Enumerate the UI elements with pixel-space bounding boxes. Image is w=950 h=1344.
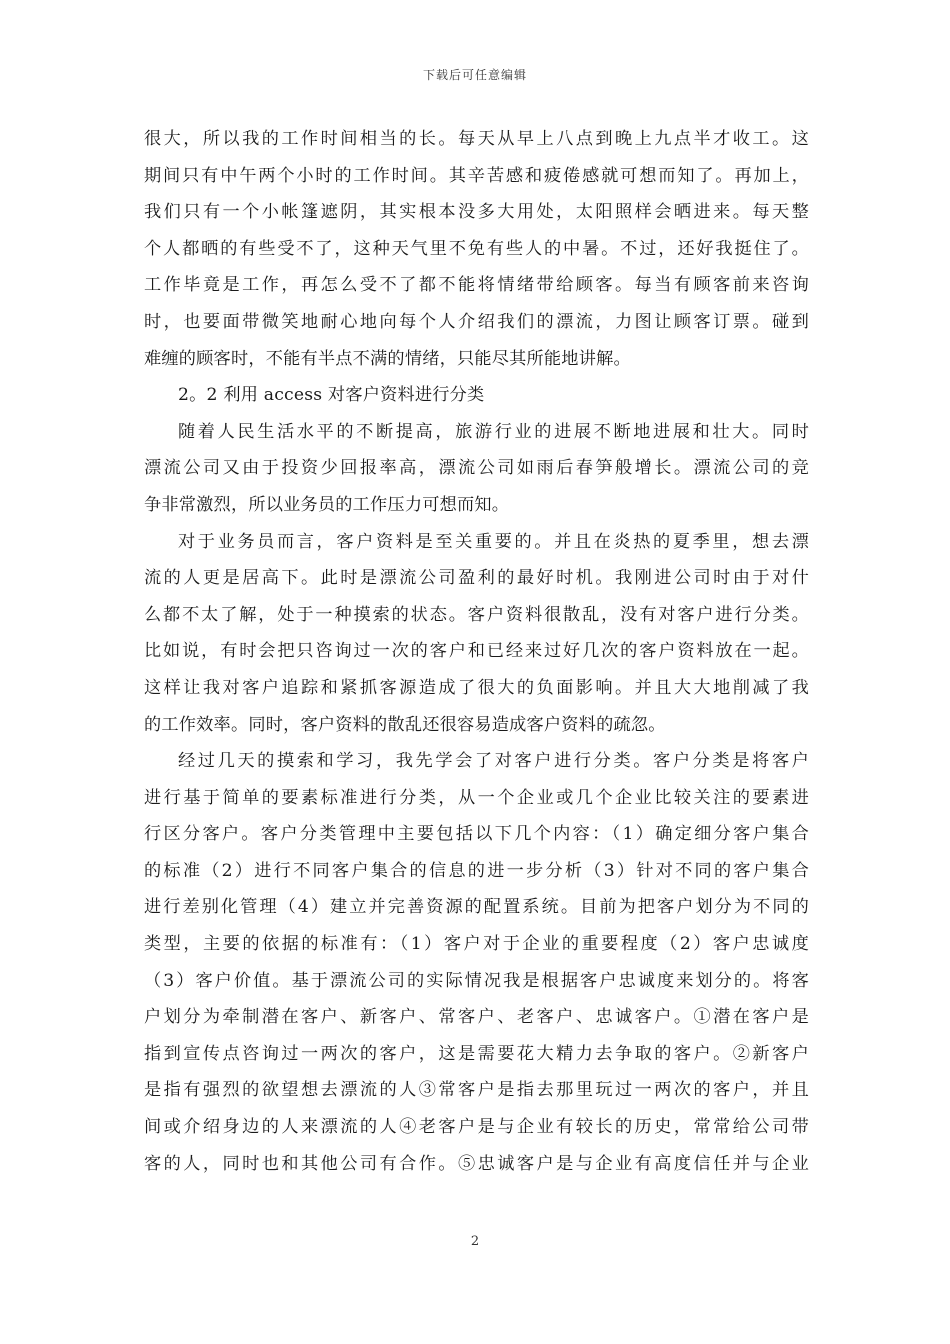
- text-line: 工作毕竟是工作，再怎么受不了都不能将情绪带给顾客。每当有顾客前来咨询: [144, 275, 809, 296]
- text-line: 的工作效率。同时，客户资料的散乱还很容易造成客户资料的疏忽。: [144, 714, 666, 735]
- text-line: 类型，主要的依据的标准有：（1）客户对于企业的重要程度（2）客户忠诚度: [144, 934, 809, 955]
- text-line: 我们只有一个小帐篷遮阴，其实根本没多大用处，太阳照样会晒进来。每天整: [144, 202, 809, 223]
- text-line: 指到宣传点咨询过一两次的客户，这是需要花大精力去争取的客户。②新客户: [144, 1043, 809, 1064]
- text-line: （3）客户价值。基于漂流公司的实际情况我是根据客户忠诚度来划分的。将客: [144, 970, 809, 991]
- text-line: 是指有强烈的欲望想去漂流的人③常客户是指去那里玩过一两次的客户，并且: [144, 1080, 809, 1101]
- text-line: 争非常激烈，所以业务员的工作压力可想而知。: [144, 494, 510, 515]
- text-line: 间或介绍身边的人来漂流的人④老客户是与企业有较长的历史，常常给公司带: [144, 1117, 809, 1138]
- text-line: 经过几天的摸索和学习，我先学会了对客户进行分类。客户分类是将客户: [178, 751, 809, 772]
- document-body: [144, 121, 809, 1182]
- text-line: 难缠的顾客时，不能有半点不满的情绪，只能尽其所能地讲解。: [144, 348, 631, 369]
- text-line: 时，也要面带微笑地耐心地向每个人介绍我们的漂流，力图让顾客订票。碰到: [144, 311, 809, 332]
- text-line: 流的人更是居高下。此时是漂流公司盈利的最好时机。我刚进公司时由于对什: [144, 568, 809, 589]
- text-line: 期间只有中午两个小时的工作时间。其辛苦感和疲倦感就可想而知了。再加上，: [144, 165, 809, 186]
- text-line: 这样让我对客户追踪和紧抓客源造成了很大的负面影响。并且大大地削减了我: [144, 677, 809, 698]
- paragraph: [144, 743, 809, 1182]
- page-header: 下载后可任意编辑: [422, 68, 527, 82]
- paragraph: [144, 524, 809, 744]
- text-line: 的标准（2）进行不同客户集合的信息的进一步分析（3）针对不同的客户集合: [144, 860, 809, 881]
- text-line: 行区分客户。客户分类管理中主要包括以下几个内容：（1）确定细分客户集合: [144, 824, 809, 845]
- text-line: 漂流公司又由于投资少回报率高，漂流公司如雨后春笋般增长。漂流公司的竞: [144, 458, 809, 479]
- text-line: 很大，所以我的工作时间相当的长。每天从早上八点到晚上九点半才收工。这: [144, 129, 809, 149]
- text-line: 进行差别化管理（4）建立并完善资源的配置系统。目前为把客户划分为不同的: [144, 897, 809, 918]
- text-line: 2。2 利用 access 对客户资料进行分类: [178, 385, 485, 406]
- text-line: 么都不太了解，处于一种摸索的状态。客户资料很散乱，没有对客户进行分类。: [144, 604, 809, 625]
- text-line: 对于业务员而言，客户资料是至关重要的。并且在炎热的夏季里，想去漂: [178, 531, 809, 552]
- text-line: 个人都晒的有些受不了，这种天气里不免有些人的中暑。不过，还好我挺住了。: [144, 238, 809, 259]
- paragraph: [144, 414, 809, 524]
- text-line: 客的人，同时也和其他公司有合作。⑤忠诚客户是与企业有高度信任并与企业: [144, 1153, 809, 1174]
- page-number: 2: [470, 1234, 480, 1249]
- text-line: 随着人民生活水平的不断提高，旅游行业的进展不断地进展和壮大。同时: [178, 421, 809, 442]
- paragraph: [144, 121, 809, 377]
- text-line: 比如说，有时会把只咨询过一次的客户和已经来过好几次的客户资料放在一起。: [144, 641, 809, 662]
- text-line: 进行基于简单的要素标准进行分类，从一个企业或几个企业比较关注的要素进: [144, 787, 809, 808]
- text-line: 户划分为牵制潜在客户、新客户、常客户、老客户、忠诚客户。①潜在客户是: [144, 1007, 809, 1028]
- paragraph: [144, 377, 809, 414]
